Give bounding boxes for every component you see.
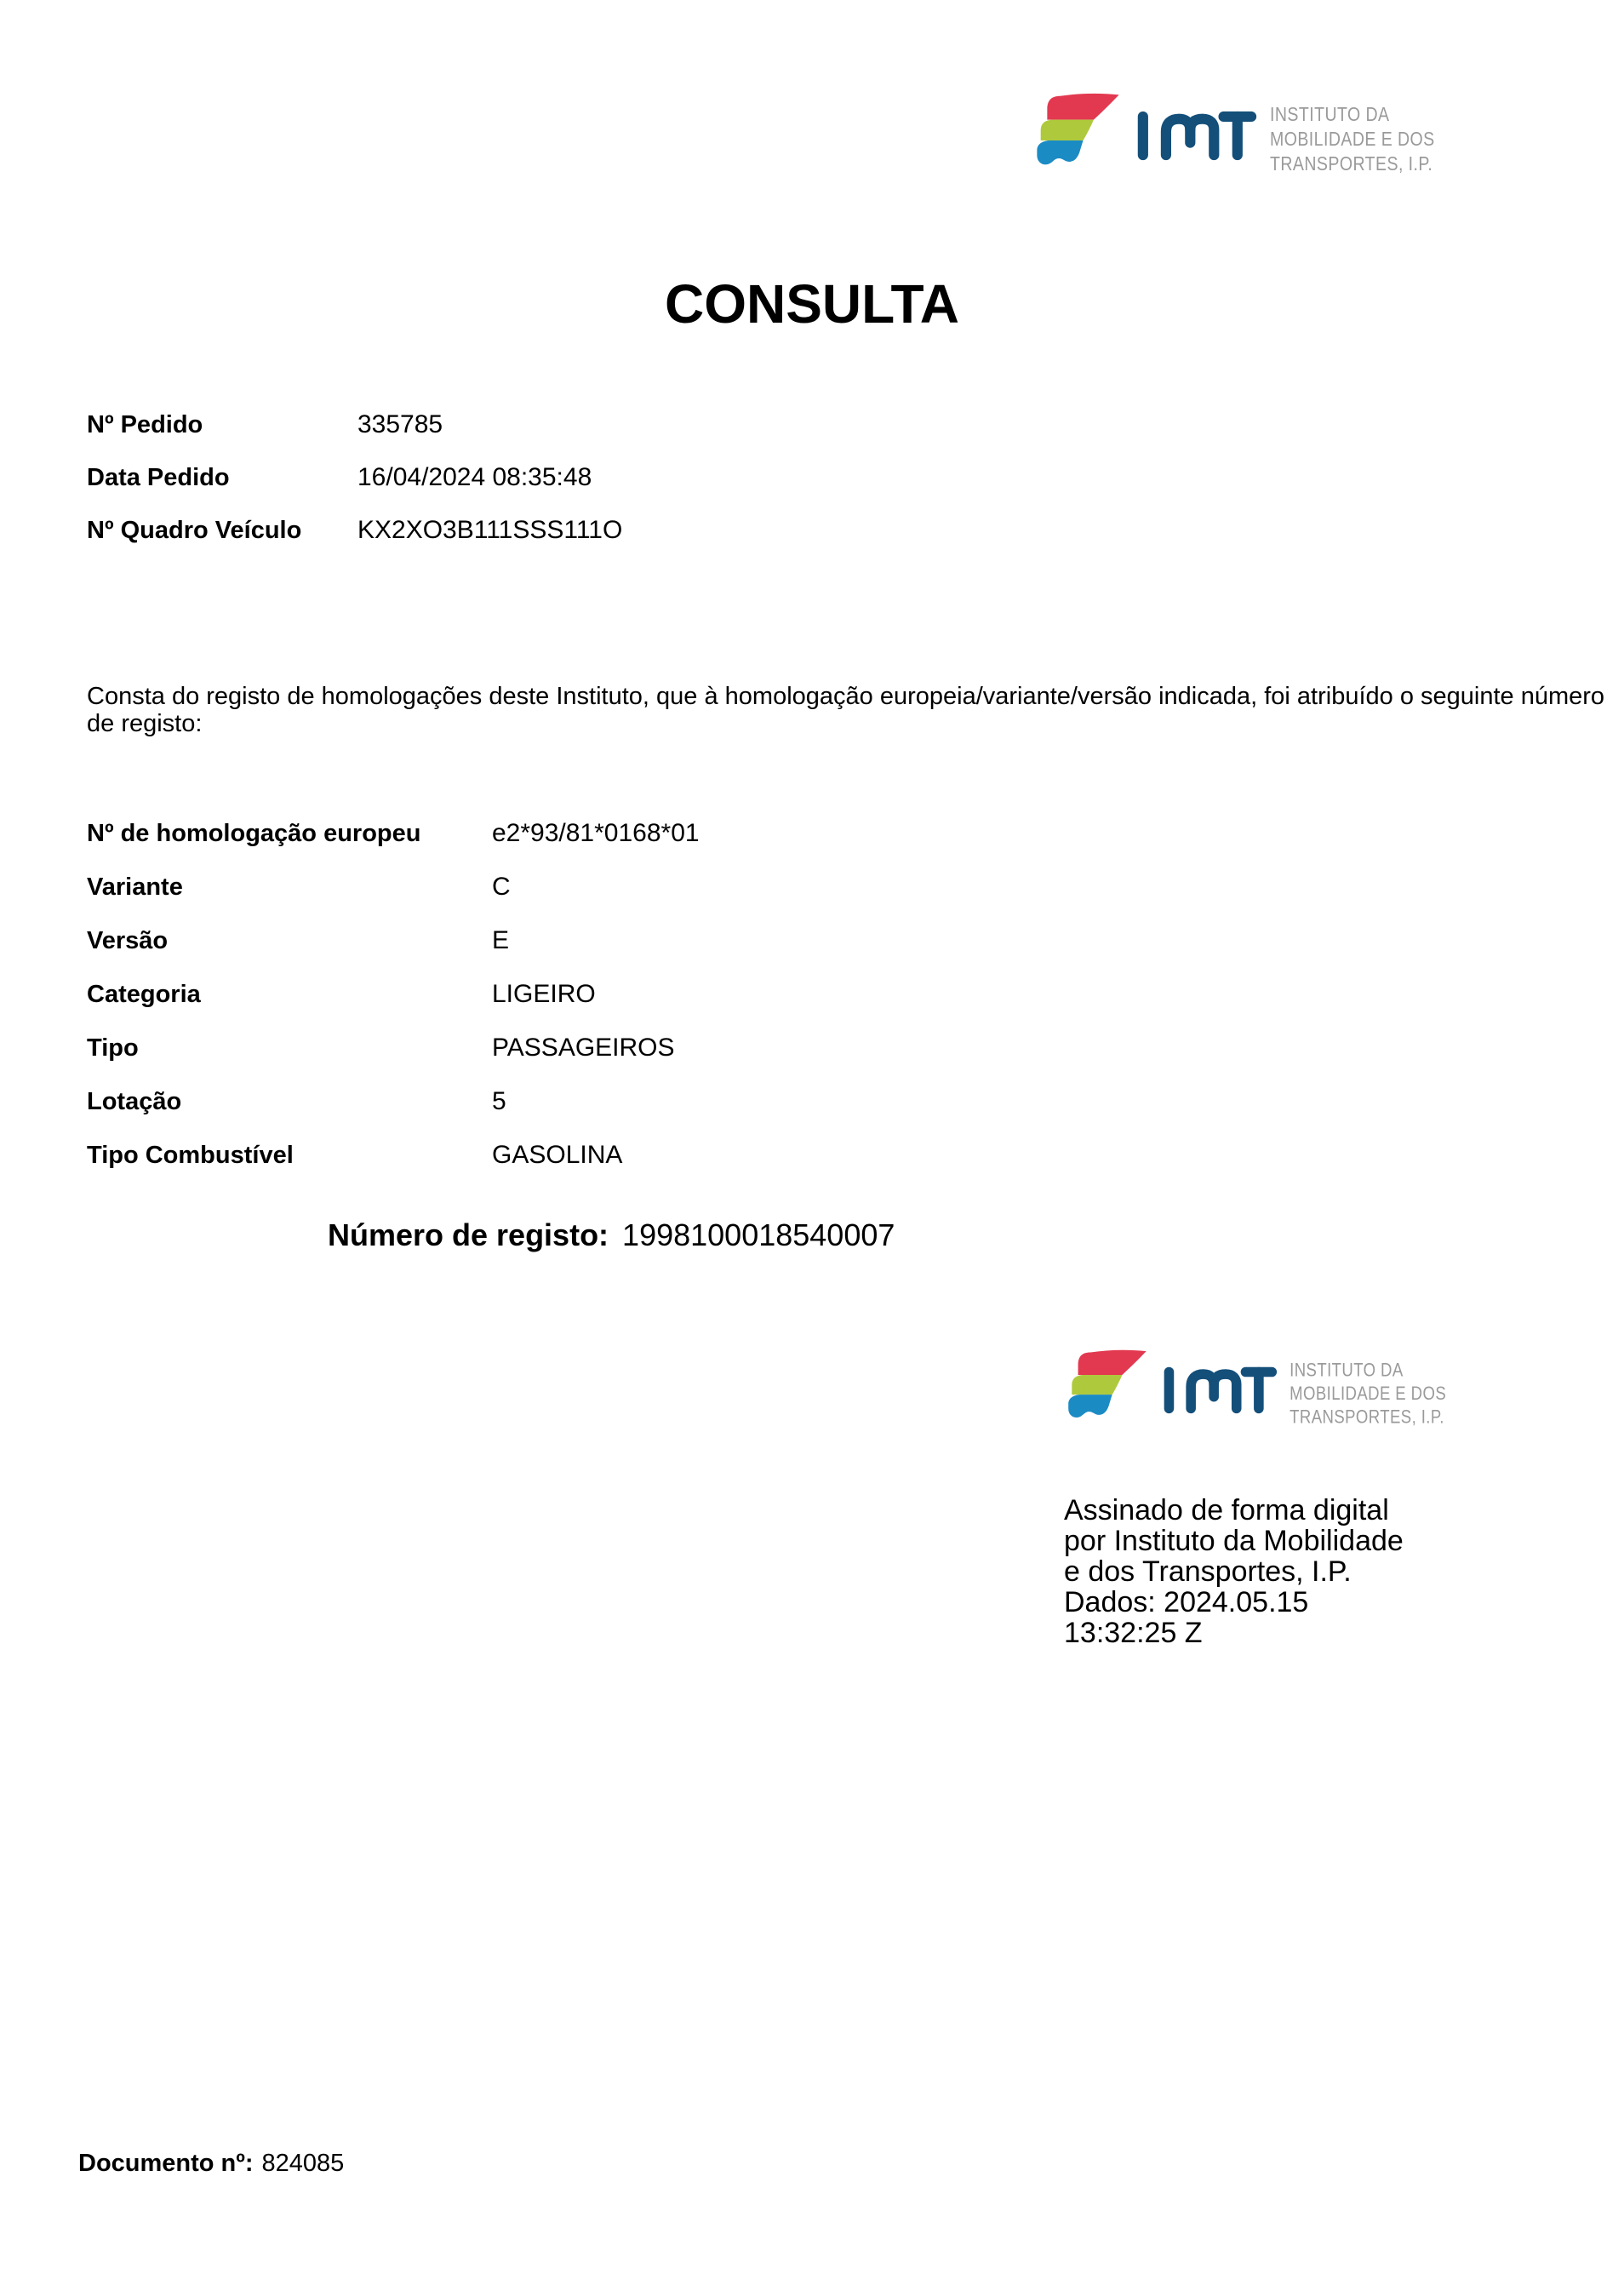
digital-signature-text [1064,1495,1404,1648]
signature-line: 13:32:25 Z [1064,1617,1203,1649]
field-value: GASOLINA [492,1141,623,1169]
imt-org-line: TRANSPORTES, I.P. [1289,1406,1444,1428]
field-value: 335785 [357,410,443,438]
registration-label: Número de registo: [328,1217,609,1252]
field-label: Tipo Combustível [87,1142,294,1169]
field-value: e2*93/81*0168*01 [492,819,700,847]
field-value: 16/04/2024 08:35:48 [357,463,592,491]
field-value: LIGEIRO [492,980,596,1008]
signature-line: Dados: 2024.05.15 [1064,1586,1309,1618]
field-label: Nº Pedido [87,411,203,438]
intro-paragraph: Consta do registo de homologações deste Instituto, que à homologação europeia/variante/versão indicada, foi atribuído o seguinte número de registo: [87,683,1605,737]
signature-line: e dos Transportes, I.P. [1064,1555,1352,1588]
field-row-data-pedido [87,463,622,492]
signature-line: Assinado de forma digital [1064,1494,1389,1526]
field-row-combustivel [87,1141,700,1170]
field-value: E [492,926,510,954]
imt-org-line: INSTITUTO DA [1289,1359,1404,1381]
field-row-homologacao [87,819,700,848]
imt-org-line: MOBILIDADE E DOS [1289,1382,1447,1404]
field-row-versao [87,926,700,955]
homologation-fields [87,819,700,1194]
document-number-value: 824085 [261,2150,345,2177]
field-label: Variante [87,873,183,901]
registration-value: 1998100018540007 [622,1217,895,1252]
imt-org-name [1270,102,1435,176]
field-label: Categoria [87,981,201,1008]
imt-flag-icon [1066,1349,1158,1422]
field-value: C [492,873,511,901]
field-label: Nº Quadro Veículo [87,517,302,544]
imt-org-name [1289,1358,1446,1429]
imt-logo-signature [1066,1349,1474,1429]
field-row-tipo [87,1034,700,1062]
imt-org-line: MOBILIDADE E DOS [1270,128,1435,150]
field-row-categoria [87,980,700,1009]
field-label: Versão [87,927,169,954]
imt-wordmark [1134,100,1260,171]
signature-line: por Instituto da Mobilidade [1064,1525,1404,1557]
field-label: Data Pedido [87,464,230,491]
field-label: Nº de homologação europeu [87,820,421,847]
field-value: PASSAGEIROS [492,1034,675,1062]
field-row-lotacao [87,1087,700,1116]
field-label: Tipo [87,1034,139,1062]
field-label: Lotação [87,1088,182,1115]
field-row-quadro-veiculo [87,516,622,545]
registration-number-line [328,1217,895,1253]
field-value: KX2XO3B111SSS111O [357,516,623,544]
imt-flag-icon [1034,92,1132,169]
field-value: 5 [492,1087,506,1115]
imt-logo-header [1034,92,1464,176]
request-fields [87,410,622,569]
imt-wordmark [1160,1357,1280,1424]
document-number-line [78,2149,344,2178]
field-row-pedido [87,410,622,439]
document-number-label: Documento nº: [78,2150,254,2177]
imt-org-line: TRANSPORTES, I.P. [1270,152,1433,175]
field-row-variante [87,873,700,902]
page-title: CONSULTA [664,273,960,335]
imt-org-line: INSTITUTO DA [1270,103,1390,125]
